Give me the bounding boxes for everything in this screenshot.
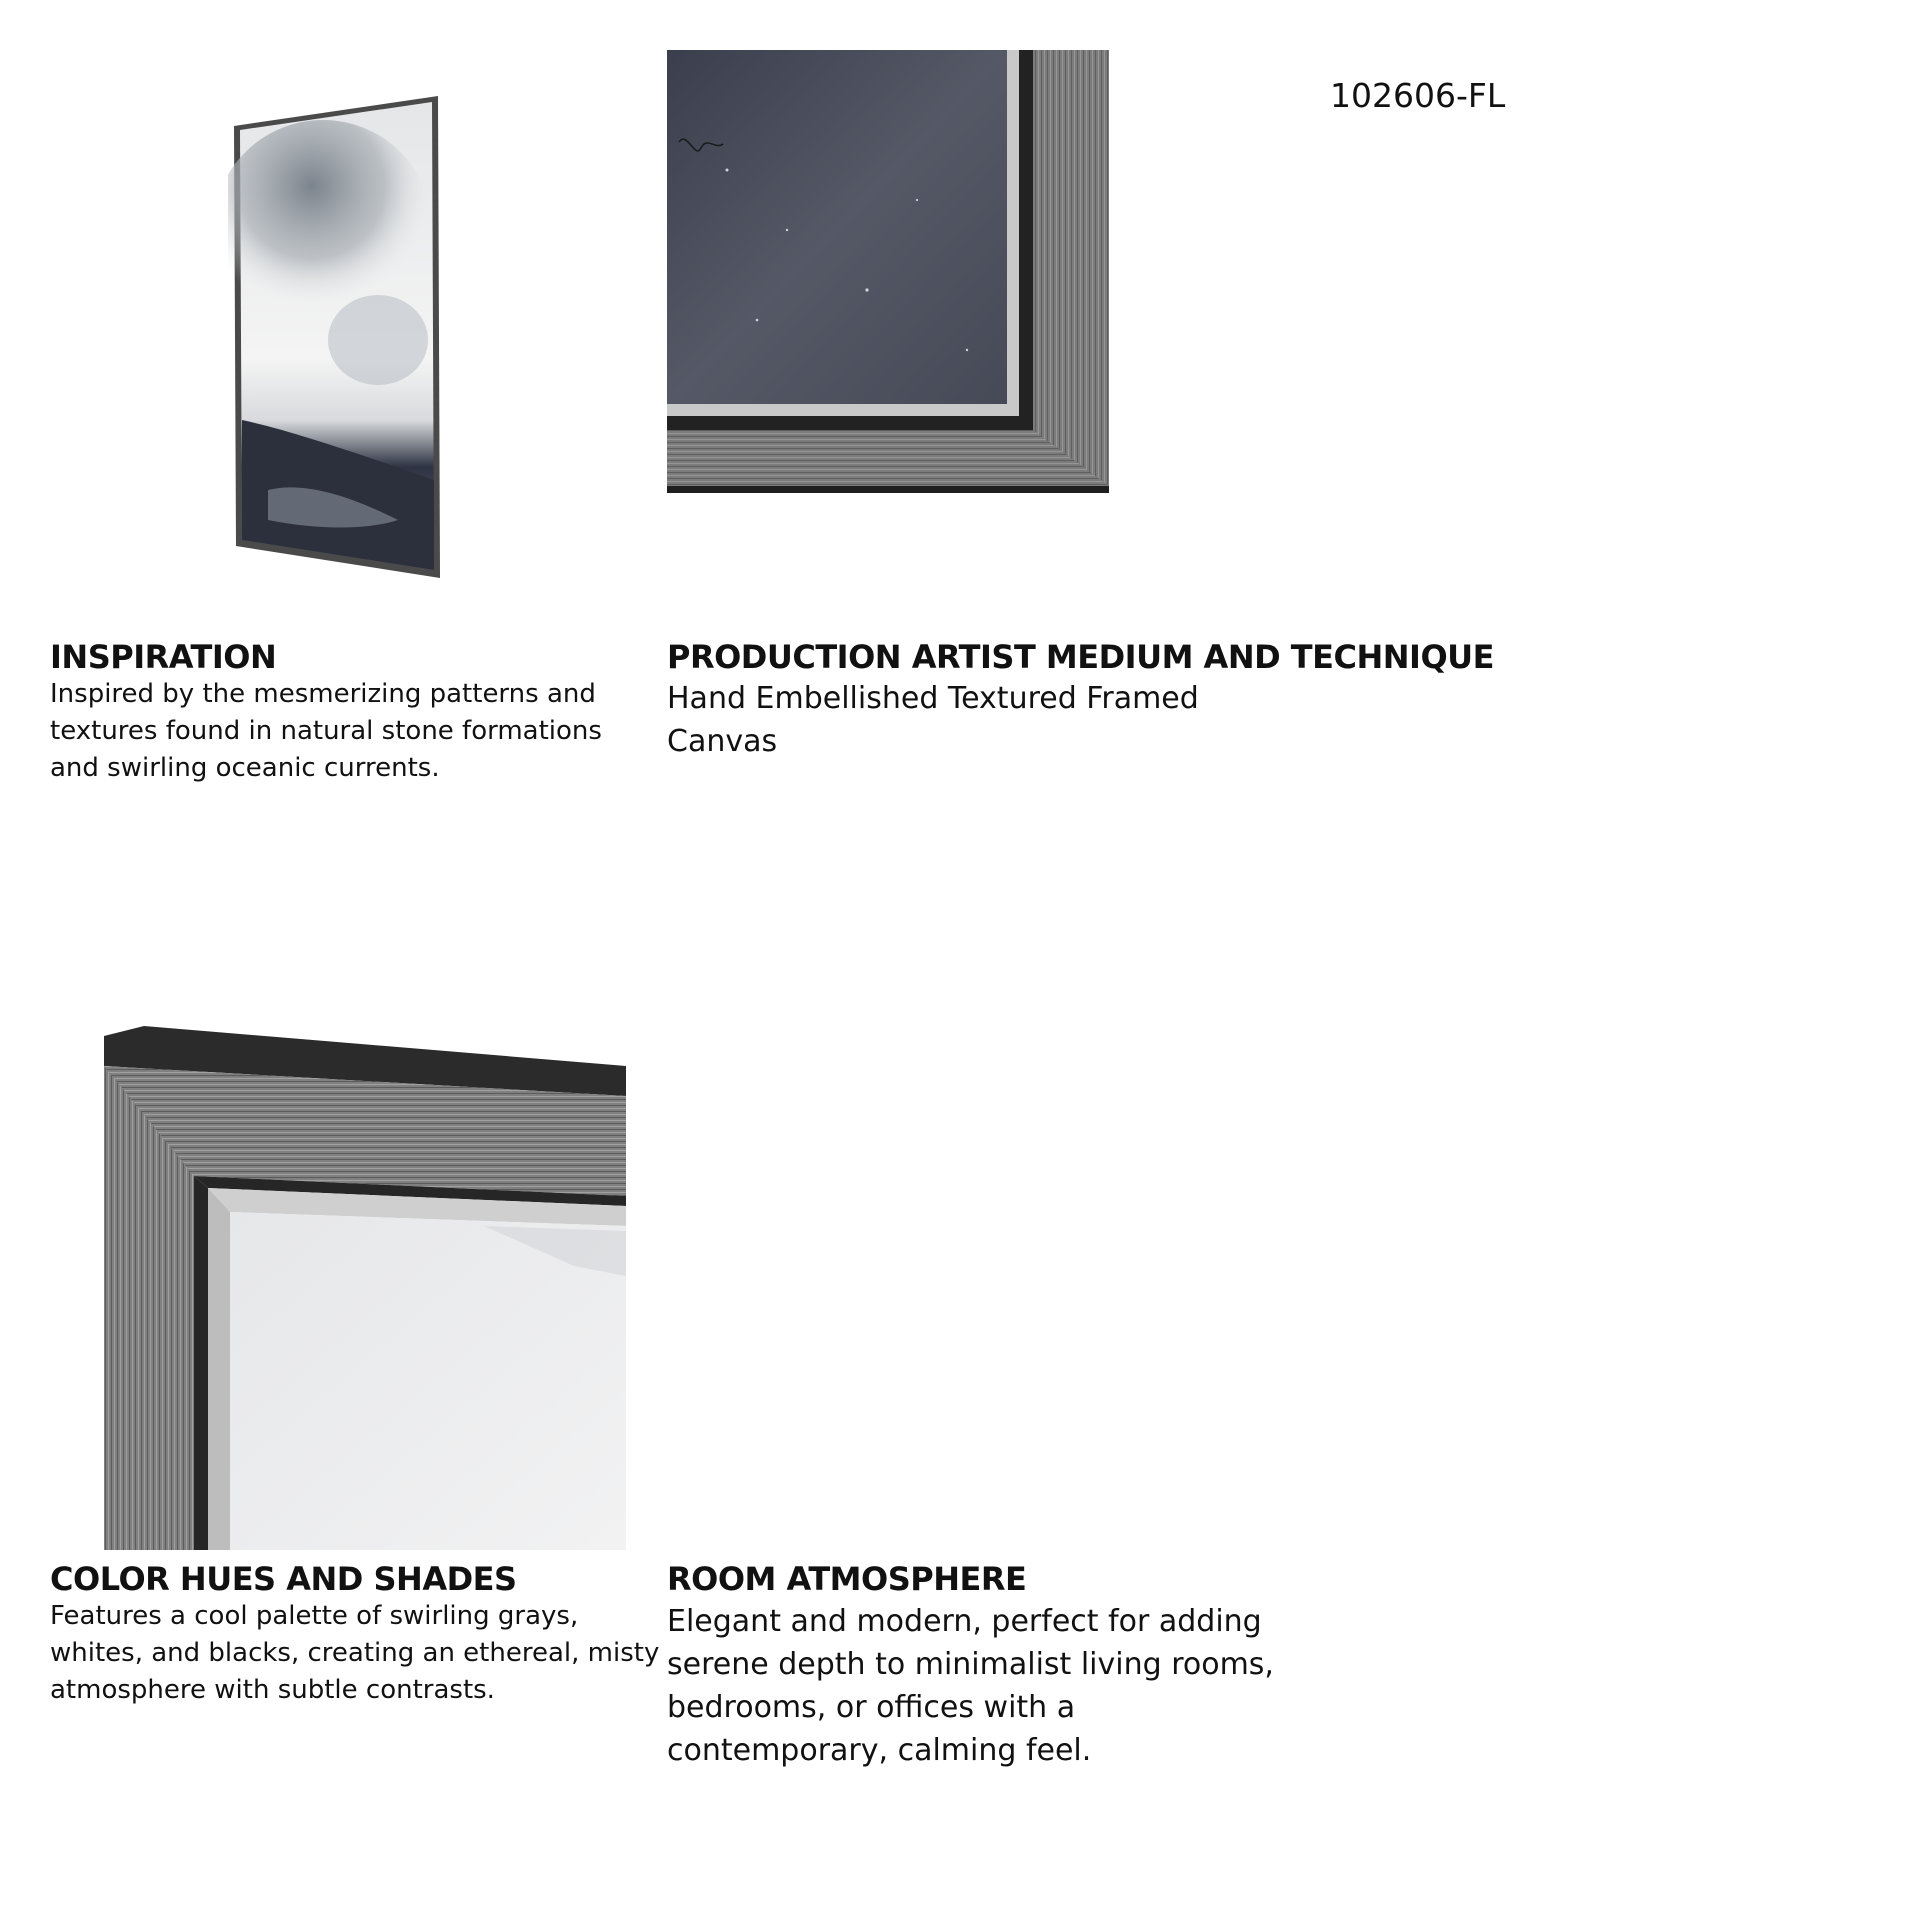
inspiration-heading: INSPIRATION bbox=[50, 638, 277, 676]
production-heading: PRODUCTION ARTIST MEDIUM AND TECHNIQUE bbox=[667, 638, 1494, 676]
room-text: Elegant and modern, perfect for adding serene depth to minimalist living rooms, bedrooms, or offices with a contemporary, calming feel. bbox=[667, 1604, 1274, 1768]
color-text: Features a cool palette of swirling grays, whites, and blacks, creating an ethereal, misty atmosphere with subtle contrasts. bbox=[50, 1601, 660, 1705]
corner-detail-image bbox=[667, 50, 1109, 493]
color-heading: COLOR HUES AND SHADES bbox=[50, 1560, 517, 1598]
production-text: Hand Embellished Textured Framed Canvas bbox=[667, 681, 1199, 759]
product-code: 102606-FL bbox=[1330, 76, 1506, 115]
artwork-image bbox=[228, 90, 448, 590]
frame-detail-image bbox=[104, 1026, 626, 1550]
room-heading: ROOM ATMOSPHERE bbox=[667, 1560, 1027, 1598]
inspiration-text: Inspired by the mesmerizing patterns and textures found in natural stone formations and swirling oceanic currents. bbox=[50, 679, 602, 783]
